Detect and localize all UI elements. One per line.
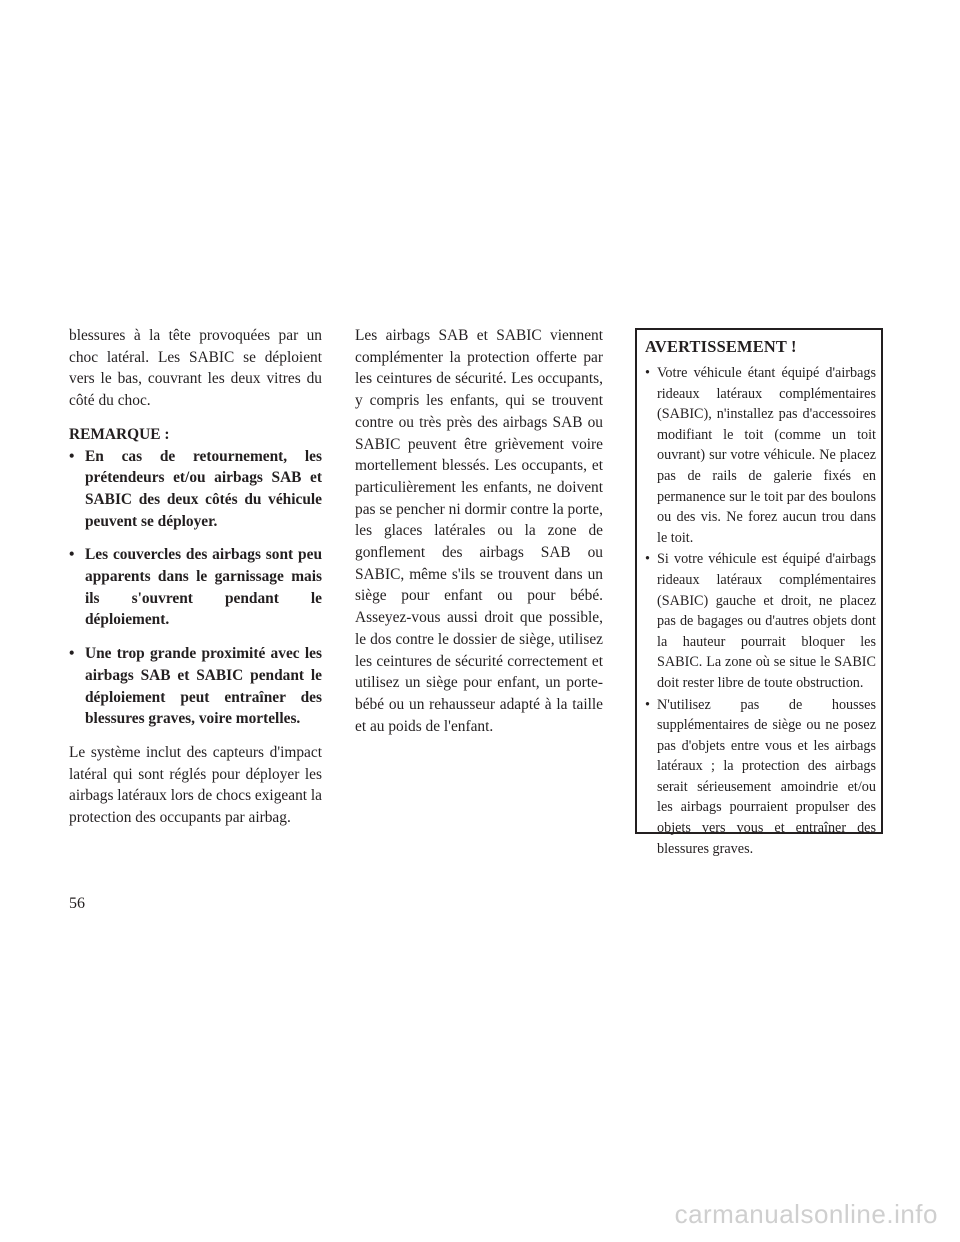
note-item: • Une trop grande proximité avec les airbags SAB et SABIC pendant le déploiement peut entraîner des blessures graves, voire mortelles. <box>69 643 322 730</box>
warning-item: • N'utilisez pas de housses supplémentaires de siège ou ne posez pas d'objets entre vous et les airbags latéraux ; la protection des airbags serait sérieusement amoindrie et/ou les airbags pourraient propulser des objets vers vous et entraîner des blessures graves. <box>645 695 876 860</box>
warning-box <box>635 328 883 857</box>
note-list <box>69 446 322 730</box>
warning-item: • Votre véhicule étant équipé d'airbags rideaux latéraux complémentaires (SABIC), n'installez pas d'accessoires modifiant le toit (comme un toit ouvrant) sur votre véhicule. Ne placez pas de rails de galerie fixés en permanence sur le toit par des boulons ou des vis. Ne forez aucun trou dans le toit. <box>645 363 876 548</box>
watermark: carmanualsonline.info <box>674 1199 938 1229</box>
warning-item: • Si votre véhicule est équipé d'airbags rideaux latéraux complémentaires (SABIC) gauche et droit, ne placez pas de bagages ou d'autres objets dont la hauteur pourrait bloquer les SABIC. La zone où se situe le SABIC doit rester libre de toute obstruction. <box>645 549 876 693</box>
note-item: • En cas de retournement, les prétendeurs et/ou airbags SAB et SABIC des deux côtés du véhicule peuvent se déployer. <box>69 446 322 533</box>
middle-column <box>355 325 603 737</box>
body-paragraph: Les airbags SAB et SABIC viennent complémenter la protection offerte par les ceintures de sécurité. Les occupants, y compris les enfants, qui se trouvent contre ou très près des airbags SAB ou SABIC peuvent être grièvement voire mortellement blessés. Les occupants, et particulièrement les enfants, ne doivent pas se pencher ni dormir contre la porte, les glaces latérales ou la zone de gonflement des airbags SAB ou SABIC, même s'ils se trouvent dans un siège pour enfant ou pour bébé. Asseyez-vous aussi droit que possible, le dos contre le dossier de siège, utilisez les ceintures de sécurité correctement et utilisez un siège pour enfant, un porte-bébé ou un rehausseur adapté à la taille et au poids de l'enfant. <box>355 327 603 735</box>
note-heading: REMARQUE : <box>69 425 170 443</box>
warning-title: AVERTISSEMENT ! <box>645 337 797 356</box>
note-item: • Les couvercles des airbags sont peu apparents dans le garnissage mais ils s'ouvrent pendant le déploiement. <box>69 544 322 631</box>
page-number: 56 <box>69 895 85 912</box>
left-column <box>69 325 322 841</box>
warning-list <box>645 363 876 859</box>
intro-paragraph: blessures à la tête provoquées par un choc latéral. Les SABIC se déploient vers le bas, couvrant les deux vitres du côté du choc. <box>69 327 322 410</box>
closing-paragraph: Le système inclut des capteurs d'impact latéral qui sont réglés pour déployer les airbags latéraux lors de chocs exigeant la protection des occupants par airbag. <box>69 743 322 827</box>
